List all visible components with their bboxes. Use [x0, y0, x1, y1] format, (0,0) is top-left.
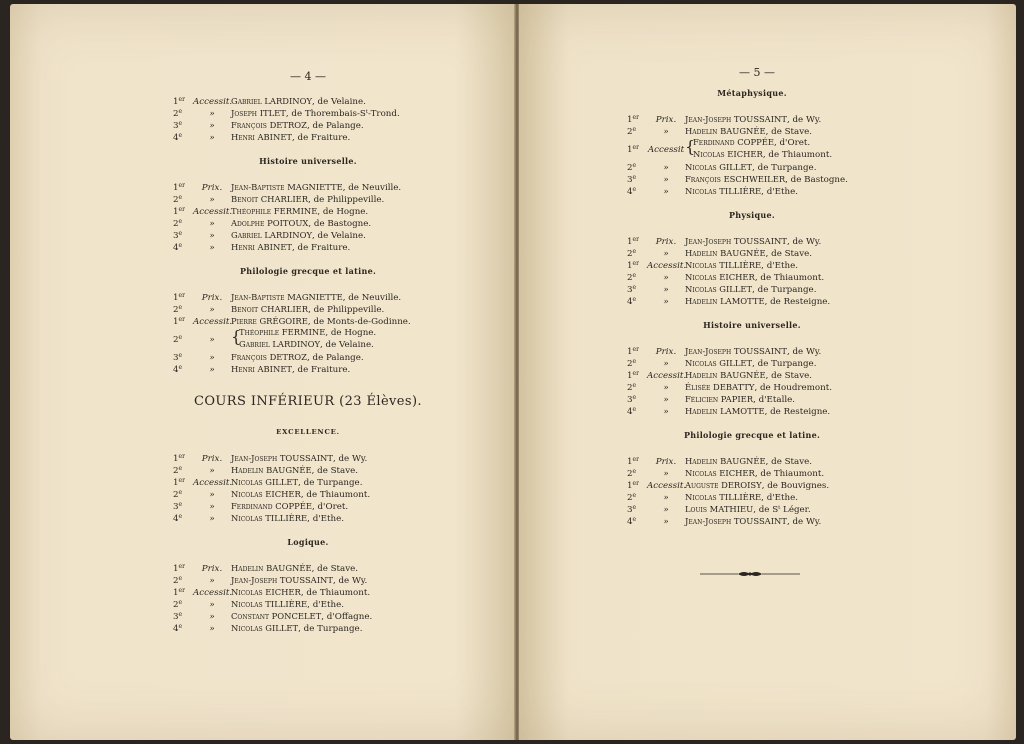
- course-count: (23 Élèves).: [339, 394, 422, 409]
- student-name: Hadelin BAUGNÉE, de Stave.: [231, 563, 359, 574]
- award-type: »: [663, 517, 669, 527]
- rank-number: 1er: [627, 456, 639, 467]
- rank-number: 1er: [173, 477, 185, 488]
- award-type: Accessit.: [193, 207, 233, 217]
- list-item: [627, 124, 877, 136]
- list-item: [173, 314, 443, 326]
- list-item: [627, 466, 877, 478]
- rank-number: 3e: [173, 230, 183, 241]
- student-name: Ferdinand COPPÉE, d'Oret.: [231, 501, 349, 512]
- award-type: »: [209, 514, 215, 524]
- rank-number: 2e: [627, 492, 637, 503]
- list-item: [627, 490, 877, 502]
- section-title-metaphysique: Métaphysique.: [717, 88, 787, 98]
- section-title-histoire: Histoire universelle.: [703, 320, 801, 330]
- award-type: Accessit.: [193, 478, 233, 488]
- brace-icon: {: [231, 327, 242, 346]
- list-item: [627, 258, 877, 270]
- award-type: »: [663, 163, 669, 173]
- award-type: »: [663, 285, 669, 295]
- rank-number: 2e: [173, 465, 183, 476]
- student-name: Élisée DEBATTY, de Houdremont.: [685, 382, 832, 393]
- student-name: Nicolas EICHER, de Thiaumont.: [693, 149, 833, 160]
- list-item: [173, 130, 443, 142]
- award-type: »: [209, 243, 215, 253]
- list-item: [627, 404, 877, 416]
- student-name: Henri ABINET, de Fraiture.: [231, 364, 351, 375]
- award-type: Accessit.: [647, 371, 687, 381]
- award-type: Prix.: [201, 564, 223, 574]
- student-name: Nicolas TILLIÈRE, d'Ethe.: [685, 492, 798, 503]
- award-type: Accessit.: [193, 97, 233, 107]
- student-name: François DETROZ, de Palange.: [231, 352, 364, 363]
- student-name: Gabriel LARDINOY, de Velaine.: [231, 96, 366, 107]
- award-type: »: [663, 407, 669, 417]
- rank-number: 1er: [173, 453, 185, 464]
- award-type: »: [209, 219, 215, 229]
- rank-number: 2e: [627, 272, 637, 283]
- rank-number: 2e: [173, 599, 183, 610]
- rank-number: 3e: [627, 174, 637, 185]
- award-type: »: [209, 502, 215, 512]
- tailpiece-ornament-icon: [700, 568, 800, 580]
- rank-number: 1er: [173, 563, 185, 574]
- list-item: [627, 294, 877, 306]
- award-type: »: [663, 297, 669, 307]
- list-item: [173, 463, 443, 475]
- list-item: [627, 454, 877, 466]
- list-item: [239, 326, 376, 338]
- student-name: Jean-Baptiste MAGNIETTE, de Neuville.: [231, 292, 402, 303]
- list-item: [173, 192, 443, 204]
- student-name: Adolphe POITOUX, de Bastogne.: [231, 218, 372, 229]
- list-item: [239, 338, 374, 350]
- award-type: Accessit: [647, 145, 685, 155]
- list-excellence: [173, 451, 443, 523]
- rank-number: 3e: [627, 504, 637, 515]
- student-name: Nicolas TILLIÈRE, d'Ethe.: [685, 260, 798, 271]
- rank-number: 2e: [173, 194, 183, 205]
- list-item: [173, 475, 443, 487]
- student-name: Nicolas GILLET, de Turpange.: [685, 162, 817, 173]
- award-type: Prix.: [655, 237, 677, 247]
- student-name: Nicolas GILLET, de Turpange.: [231, 477, 363, 488]
- list-item: [173, 204, 443, 216]
- award-type: Prix.: [655, 115, 677, 125]
- list-item: [627, 234, 877, 246]
- award-type: »: [209, 109, 215, 119]
- rank-number: 3e: [173, 611, 183, 622]
- rank-number: 2e: [173, 575, 183, 586]
- award-type: »: [663, 395, 669, 405]
- list-item: [173, 228, 443, 240]
- award-type: »: [209, 365, 215, 375]
- list-item: [173, 499, 443, 511]
- student-name: Nicolas EICHER, de Thiaumont.: [685, 272, 825, 283]
- student-name: Henri ABINET, de Fraiture.: [231, 132, 351, 143]
- student-name: Nicolas GILLET, de Turpange.: [685, 358, 817, 369]
- award-type: »: [663, 493, 669, 503]
- student-name: Joseph ITLET, de Thorembais-Sᵗ-Trond.: [231, 108, 400, 119]
- list-item: [173, 302, 443, 314]
- list-item: [627, 514, 877, 526]
- student-name: Nicolas TILLIÈRE, d'Ethe.: [231, 599, 344, 610]
- student-name: Hadelin BAUGNÉE, de Stave.: [685, 370, 813, 381]
- rank-number: 1er: [173, 316, 185, 327]
- philologie-tie-entry: [173, 326, 443, 350]
- student-name: Nicolas TILLIÈRE, d'Ethe.: [231, 513, 344, 524]
- list-philologie: [627, 454, 877, 526]
- student-name: Théophile FERMINE, de Hogne.: [239, 327, 377, 338]
- rank-number: 2e: [173, 489, 183, 500]
- award-type: Accessit.: [647, 261, 687, 271]
- list-item: [173, 362, 443, 374]
- section-title-physique: Physique.: [728, 210, 775, 220]
- rank-number: 1er: [173, 587, 185, 598]
- rank-number: 2e: [627, 382, 637, 393]
- left-page-content: [173, 68, 443, 633]
- list-item: [627, 172, 877, 184]
- list-item: [627, 160, 877, 172]
- student-name: Théophile FERMINE, de Hogne.: [231, 206, 369, 217]
- list-item: [173, 94, 443, 106]
- rank-number: 4e: [173, 242, 183, 253]
- award-type: Prix.: [201, 183, 223, 193]
- list-histoire: [627, 344, 877, 416]
- student-name: Henri ABINET, de Fraiture.: [231, 242, 351, 253]
- student-name: Ferdinand COPPÉE, d'Oret.: [693, 137, 811, 148]
- student-name: Benoit CHARLIER, de Philippeville.: [231, 304, 385, 315]
- list-item: [173, 240, 443, 252]
- award-type: »: [663, 469, 669, 479]
- rank-number: 4e: [627, 186, 637, 197]
- award-type: »: [209, 466, 215, 476]
- student-name: Jean-Joseph TOUSSAINT, de Wy.: [685, 516, 822, 527]
- award-type: Prix.: [201, 293, 223, 303]
- rank-number: 3e: [173, 120, 183, 131]
- rank-number: 3e: [173, 352, 183, 363]
- rank-number: 3e: [627, 394, 637, 405]
- course-title-text: COURS INFÉRIEUR: [194, 394, 335, 409]
- list-metaphysique-b: [627, 160, 877, 196]
- student-name: Hadelin LAMOTTE, de Resteigne.: [685, 406, 831, 417]
- list-item: [627, 356, 877, 368]
- student-name: Louis MATHIEU, de Sᵗ Léger.: [685, 504, 811, 515]
- award-type: »: [663, 187, 669, 197]
- course-title: [173, 394, 443, 409]
- list-item: [627, 368, 877, 380]
- award-type: »: [209, 195, 215, 205]
- list-item: [173, 118, 443, 130]
- student-name: Nicolas EICHER, de Thiaumont.: [231, 587, 371, 598]
- list-item: [173, 585, 443, 597]
- list-item: [627, 112, 877, 124]
- student-name: Jean-Joseph TOUSSAINT, de Wy.: [231, 575, 368, 586]
- list-item: [173, 180, 443, 192]
- student-name: Nicolas GILLET, de Turpange.: [685, 284, 817, 295]
- award-type: »: [209, 600, 215, 610]
- award-type: »: [209, 353, 215, 363]
- list-top-block: [173, 94, 443, 142]
- rank-number: 2e: [627, 358, 637, 369]
- award-type: »: [209, 576, 215, 586]
- left-page: [10, 4, 516, 740]
- rank-number: 1er: [627, 144, 639, 155]
- award-type: »: [209, 490, 215, 500]
- student-name: Félicien PAPIER, d'Etalle.: [685, 394, 796, 405]
- student-name: François ESCHWEILER, de Bastogne.: [685, 174, 848, 185]
- list-item: [173, 597, 443, 609]
- rank-number: 4e: [173, 364, 183, 375]
- rank-number: 1er: [627, 114, 639, 125]
- student-name: Constant PONCELET, d'Offagne.: [231, 611, 373, 622]
- rank-number: 2e: [173, 218, 183, 229]
- rank-number: 4e: [173, 623, 183, 634]
- list-item: [627, 282, 877, 294]
- rank-number: 2e: [627, 468, 637, 479]
- list-histoire: [173, 180, 443, 252]
- rank-number: 2e: [627, 248, 637, 259]
- rank-number: 4e: [627, 296, 637, 307]
- rank-number: 1er: [627, 236, 639, 247]
- student-name: Nicolas TILLIÈRE, d'Ethe.: [685, 186, 798, 197]
- list-metaphysique-a: [627, 112, 877, 136]
- rank-number: 1er: [627, 370, 639, 381]
- student-name: Nicolas GILLET, de Turpange.: [231, 623, 363, 634]
- list-logique: [173, 561, 443, 633]
- student-name: Jean-Baptiste MAGNIETTE, de Neuville.: [231, 182, 402, 193]
- list-item: [173, 106, 443, 118]
- section-title-histoire: Histoire universelle.: [259, 156, 357, 166]
- page-number: — 5 —: [739, 66, 775, 79]
- list-item: [173, 451, 443, 463]
- rank-number: 2e: [627, 162, 637, 173]
- student-name: Jean-Joseph TOUSSAINT, de Wy.: [685, 346, 822, 357]
- list-item: [173, 216, 443, 228]
- award-type: »: [209, 612, 215, 622]
- list-item: [627, 478, 877, 490]
- list-philologie-a: [173, 290, 443, 326]
- award-type: »: [663, 359, 669, 369]
- rank-number: 4e: [627, 516, 637, 527]
- rank-number: 3e: [173, 501, 183, 512]
- rank-number: 2e: [173, 334, 183, 345]
- rank-number: 2e: [627, 126, 637, 137]
- rank-number: 3e: [627, 284, 637, 295]
- list-item: [173, 350, 443, 362]
- tie-rank: [627, 142, 685, 154]
- rank-number: 1er: [173, 292, 185, 303]
- student-name: Nicolas EICHER, de Thiaumont.: [685, 468, 825, 479]
- award-type: »: [209, 231, 215, 241]
- right-page: [519, 4, 1016, 740]
- rank-number: 1er: [627, 480, 639, 491]
- student-name: Hadelin BAUGNÉE, de Stave.: [685, 456, 813, 467]
- student-name: Gabriel LARDINOY, de Velaine.: [231, 230, 366, 241]
- rank-number: 1er: [173, 206, 185, 217]
- rank-number: 1er: [173, 96, 185, 107]
- student-name: Nicolas EICHER, de Thiaumont.: [231, 489, 371, 500]
- page-number: — 4 —: [290, 70, 326, 83]
- student-name: Auguste DEROISY, de Bouvignes.: [685, 480, 830, 491]
- right-page-content: [627, 64, 877, 526]
- rank-number: 1er: [627, 346, 639, 357]
- list-item: [173, 511, 443, 523]
- metaphysique-tie-entry: [627, 136, 877, 160]
- award-type: »: [663, 175, 669, 185]
- student-name: Hadelin BAUGNÉE, de Stave.: [231, 465, 359, 476]
- award-type: »: [209, 335, 215, 345]
- student-name: Hadelin BAUGNÉE, de Stave.: [685, 248, 813, 259]
- list-item: [173, 487, 443, 499]
- list-item: [627, 270, 877, 282]
- list-item: [173, 621, 443, 633]
- list-item: [627, 380, 877, 392]
- award-type: »: [663, 383, 669, 393]
- award-type: »: [209, 624, 215, 634]
- student-name: Jean-Joseph TOUSSAINT, de Wy.: [685, 236, 822, 247]
- student-name: François DETROZ, de Palange.: [231, 120, 364, 131]
- award-type: Accessit.: [193, 588, 233, 598]
- award-type: »: [663, 249, 669, 259]
- list-physique: [627, 234, 877, 306]
- student-name: Gabriel LARDINOY, de Velaine.: [239, 339, 374, 350]
- award-type: »: [209, 133, 215, 143]
- tie-rank: [173, 332, 231, 344]
- list-item: [627, 246, 877, 258]
- rank-number: 1er: [627, 260, 639, 271]
- brace-icon: {: [685, 137, 696, 156]
- list-item: [627, 502, 877, 514]
- section-title-logique: Logique.: [287, 537, 329, 547]
- rank-number: 4e: [627, 406, 637, 417]
- award-type: »: [209, 305, 215, 315]
- rank-number: 2e: [173, 304, 183, 315]
- section-title-philologie: Philologie grecque et latine.: [239, 266, 377, 276]
- award-type: »: [209, 121, 215, 131]
- award-type: »: [663, 273, 669, 283]
- rank-number: 1er: [173, 182, 185, 193]
- student-name: Jean-Joseph TOUSSAINT, de Wy.: [685, 114, 822, 125]
- student-name: Benoit CHARLIER, de Philippeville.: [231, 194, 385, 205]
- student-name: Jean-Joseph TOUSSAINT, de Wy.: [231, 453, 368, 464]
- rank-number: 4e: [173, 132, 183, 143]
- list-item: [627, 344, 877, 356]
- section-title-philologie: Philologie grecque et latine.: [683, 430, 821, 440]
- award-type: Accessit.: [193, 317, 233, 327]
- rank-number: 4e: [173, 513, 183, 524]
- list-item: [693, 136, 810, 148]
- list-item: [627, 392, 877, 404]
- award-type: »: [663, 505, 669, 515]
- list-philologie-b: [173, 350, 443, 374]
- rank-number: 2e: [173, 108, 183, 119]
- section-title-excellence: EXCELLENCE.: [276, 428, 340, 436]
- student-name: Hadelin LAMOTTE, de Resteigne.: [685, 296, 831, 307]
- list-item: [693, 148, 832, 160]
- list-item: [173, 609, 443, 621]
- list-item: [173, 561, 443, 573]
- list-item: [173, 573, 443, 585]
- student-name: Hadelin BAUGNÉE, de Stave.: [685, 126, 813, 137]
- award-type: »: [663, 127, 669, 137]
- award-type: Prix.: [201, 454, 223, 464]
- student-name: Pierre GRÉGOIRE, de Monts-de-Godinne.: [231, 316, 411, 327]
- award-type: Prix.: [655, 457, 677, 467]
- award-type: Prix.: [655, 347, 677, 357]
- award-type: Accessit.: [647, 481, 687, 491]
- list-item: [173, 290, 443, 302]
